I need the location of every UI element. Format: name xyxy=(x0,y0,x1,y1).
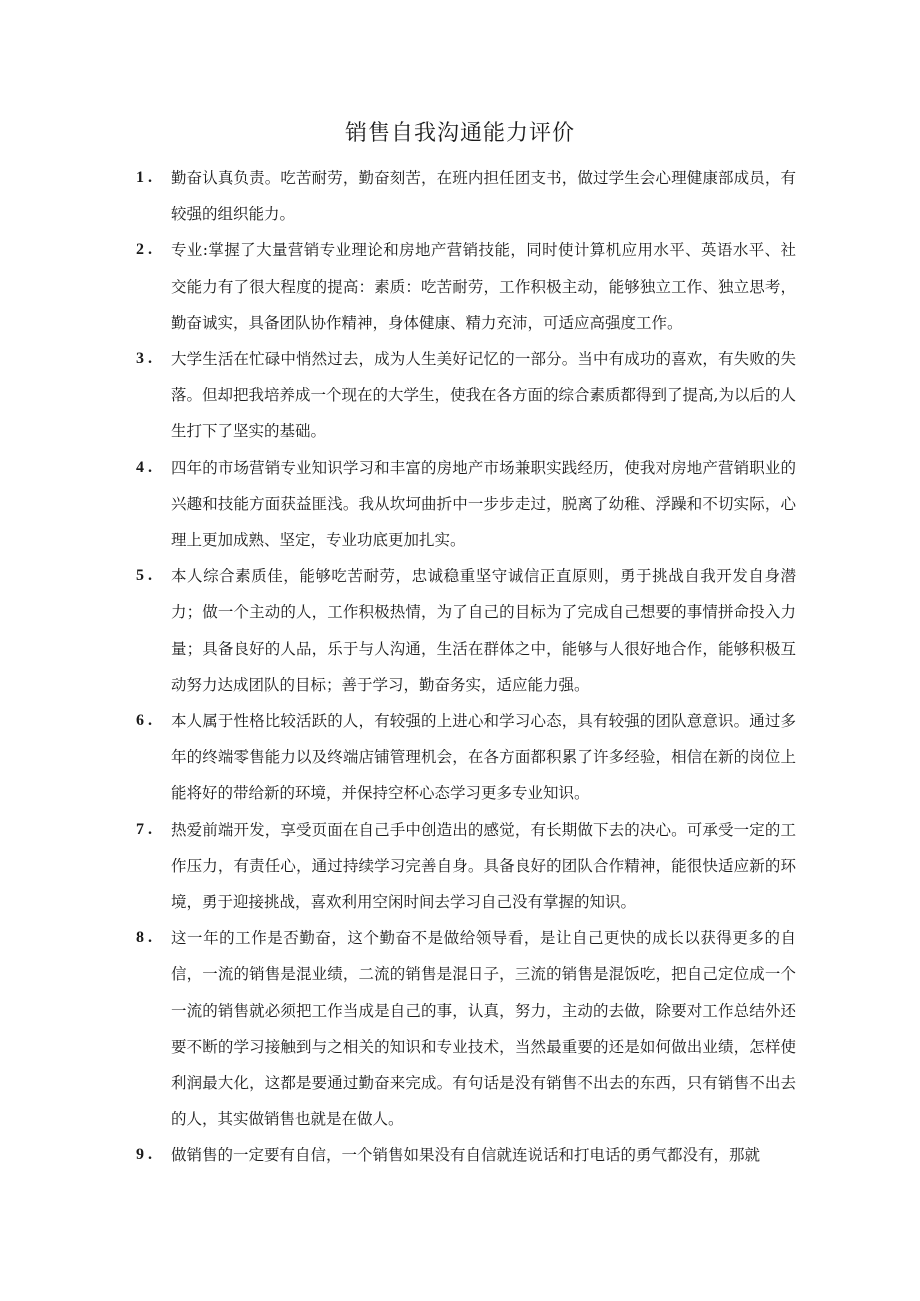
page-title: 销售自我沟通能力评价 xyxy=(344,121,575,146)
item-number: 3 . xyxy=(136,350,152,368)
list-item xyxy=(136,703,796,812)
item-number: 9 . xyxy=(136,1146,152,1164)
list-item xyxy=(136,341,796,450)
list-item xyxy=(136,1137,796,1173)
item-number: 7 . xyxy=(136,820,152,838)
item-text: 勤奋认真负责。吃苦耐劳，勤奋刻苦，在班内担任团支书，做过学生会心理健康部成员，有较强的组织能力。 xyxy=(171,169,796,224)
item-list xyxy=(136,160,796,1174)
item-number: 2 . xyxy=(136,241,152,259)
item-text: 热爱前端开发，享受页面在自己手中创造出的感觉，有长期做下去的决心。可承受一定的工作压力，有责任心，通过持续学习完善自身。具备良好的团队合作精神，能很快适应新的环境，勇于迎接挑战，喜欢利用空闲时间去学习自己没有掌握的知识。 xyxy=(171,820,796,912)
list-item xyxy=(136,160,796,232)
item-text: 专业:掌握了大量营销专业理论和房地产营销技能，同时使计算机应用水平、英语水平、社交能力有了很大程度的提高：素质：吃苦耐劳，工作积极主动，能够独立工作、独立思考，勤奋诚实，具备团队协作精神，身体健康、精力充沛，可适应高强度工作。 xyxy=(171,241,796,332)
item-text: 这一年的工作是否勤奋，这个勤奋不是做给领导看，是让自己更快的成长以获得更多的自信，一流的销售是混业绩，二流的销售是混日子，三流的销售是混饭吃，把自己定位成一个一流的销售就必须把工作当成是自己的事，认真，努力，主动的去做，除要对工作总结外还要不断的学习接触到与之相关的知识和专业技术，当然最重要的还是如何做出业绩，怎样使利润最大化，这都是要通过勤奋来完成。有句话是没有销售不出去的东西，只有销售不出去的人，其实做销售也就是在做人。 xyxy=(171,929,796,1129)
item-number: 6 . xyxy=(136,712,152,730)
item-number: 1 . xyxy=(136,169,152,186)
list-item xyxy=(136,450,796,559)
item-number: 4 . xyxy=(136,458,152,476)
item-text: 本人属于性格比较活跃的人，有较强的上进心和学习心态，具有较强的团队意意识。通过多年的终端零售能力以及终端店铺管理机会，在各方面都积累了许多经验，相信在新的岗位上能将好的带给新的环境，并保持空杯心态学习更多专业知识。 xyxy=(171,712,796,803)
list-item xyxy=(136,558,796,703)
item-text: 大学生活在忙碌中悄然过去，成为人生美好记忆的一部分。当中有成功的喜欢，有失败的失落。但却把我培养成一个现在的大学生，使我在各方面的综合素质都得到了提高,为以后的人生打下了坚实的基础。 xyxy=(171,350,796,441)
item-text: 本人综合素质佳，能够吃苦耐劳，忠诚稳重坚守诚信正直原则，勇于挑战自我开发自身潜力；做一个主动的人，工作积极热情，为了自己的目标为了完成自己想要的事情拼命投入力量；具备良好的人品，乐于与人沟通，生活在群体之中，能够与人很好地合作，能够积极互动努力达成团队的目标；善于学习，勤奋务实，适应能力强。 xyxy=(171,567,796,694)
list-item xyxy=(136,920,796,1137)
list-item xyxy=(136,812,796,921)
item-number: 5 . xyxy=(136,567,152,585)
item-number: 8 . xyxy=(136,929,152,947)
list-item xyxy=(136,232,796,341)
item-text: 四年的市场营销专业知识学习和丰富的房地产市场兼职实践经历，使我对房地产营销职业的兴趣和技能方面获益匪浅。我从坎坷曲折中一步步走过，脱离了幼稚、浮躁和不切实际，心理上更加成熟、坚定，专业功底更加扎实。 xyxy=(171,458,796,550)
item-text: 做销售的一定要有自信，一个销售如果没有自信就连说话和打电话的勇气都没有，那就 xyxy=(171,1146,761,1165)
